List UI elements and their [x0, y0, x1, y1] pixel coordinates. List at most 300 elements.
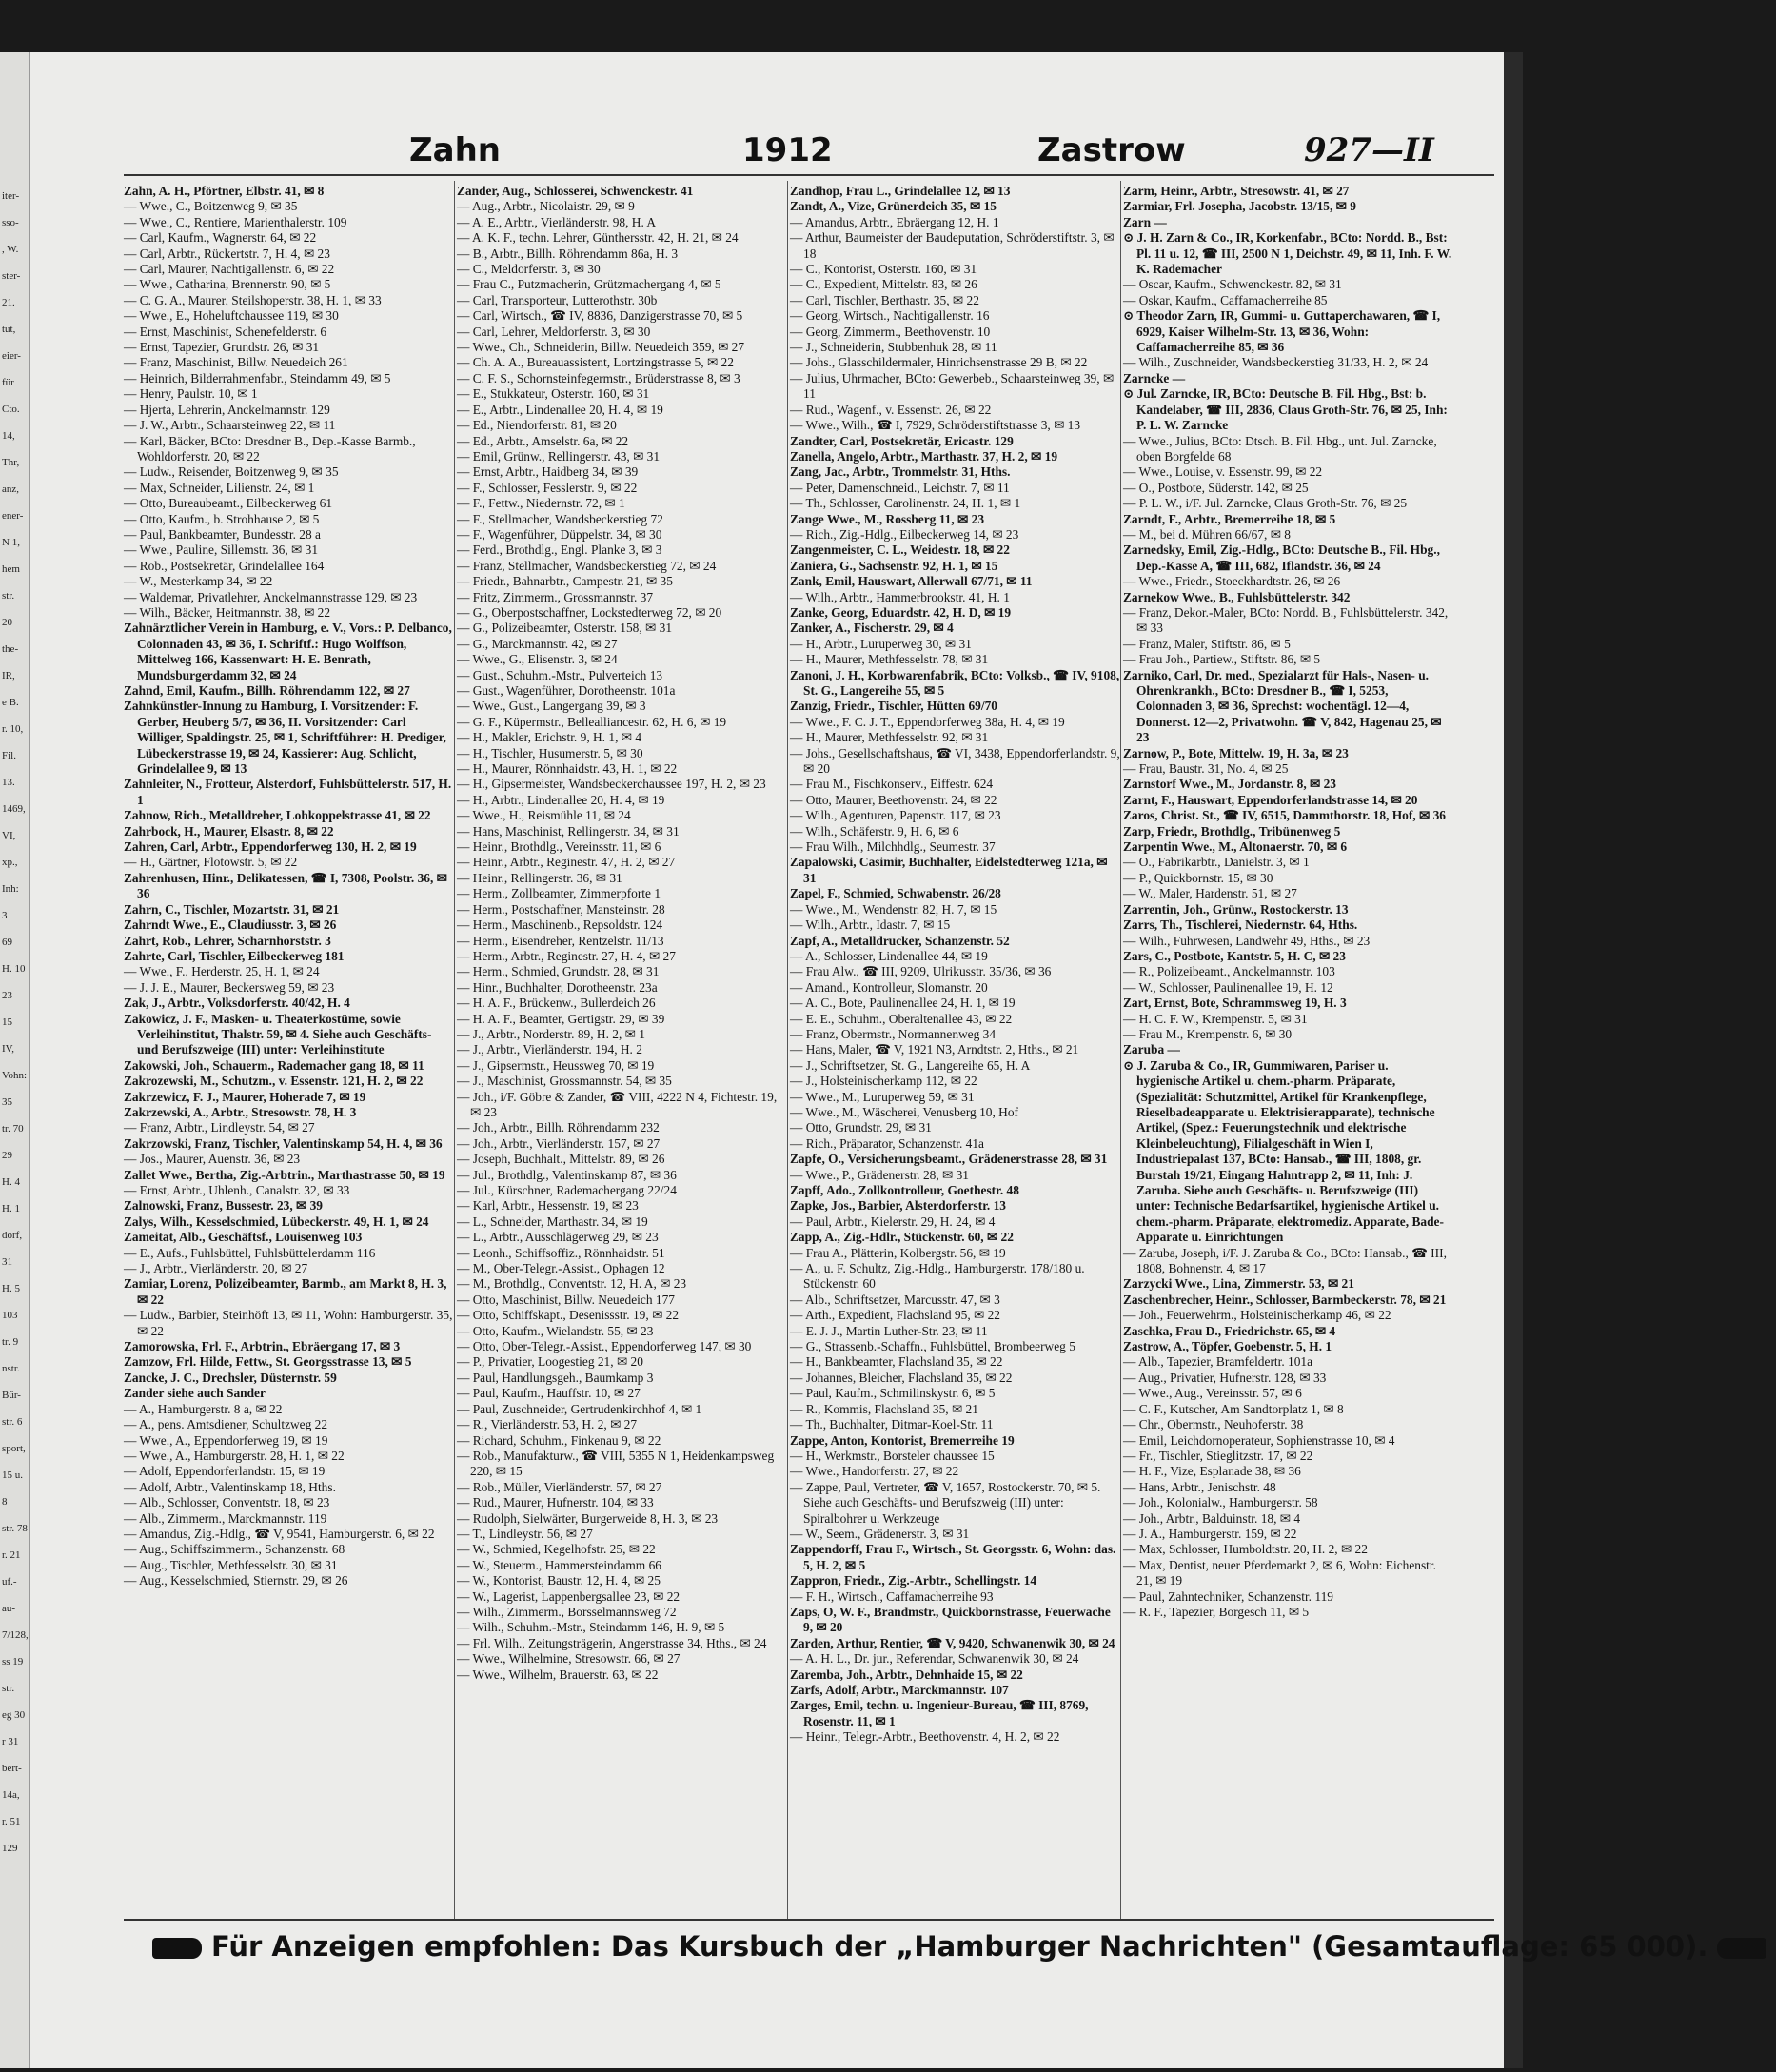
- directory-entry: — Otto, Maurer, Beethovenstr. 24, ✉ 22: [790, 792, 997, 807]
- directory-entry: Zandhop, Frau L., Grindelallee 12, ✉ 13: [790, 184, 1011, 198]
- directory-entry: — H., Gärtner, Flotowstr. 5, ✉ 22: [124, 855, 298, 870]
- directory-entry: Zahnow, Rich., Metalldreher, Lohkoppelstrasse 41, ✉ 22: [124, 808, 431, 823]
- margin-fragment: uf.-: [2, 1576, 17, 1588]
- margin-fragment: N 1,: [2, 537, 20, 548]
- header-first-name: Zahn: [409, 131, 502, 169]
- directory-entry: — Karl, Arbtr., Hessenstr. 19, ✉ 23: [457, 1198, 639, 1214]
- directory-entry: — Ernst, Maschinist, Schenefelderstr. 6: [124, 324, 327, 339]
- directory-entry: — Leonh., Schiffsoffiz., Rönnhaidstr. 51: [457, 1245, 665, 1260]
- directory-entry: — M., Ober-Telegr.-Assist., Ophagen 12: [457, 1261, 665, 1276]
- margin-fragment: H. 1: [2, 1203, 20, 1214]
- directory-entry: — Rob., Manufakturw., ☎ VIII, 5355 N 1, Heidenkampsweg 220, ✉ 15: [457, 1448, 775, 1479]
- directory-entry: — Rob., Müller, Vierländerstr. 57, ✉ 27: [457, 1479, 662, 1494]
- directory-entry: — W., Lagerist, Lappenbergsallee 23, ✉ 22: [457, 1589, 681, 1604]
- directory-entry: Zahrndt Wwe., E., Claudiusstr. 3, ✉ 26: [124, 918, 337, 933]
- directory-entry: Zangenmeister, C. L., Weidestr. 18, ✉ 22: [790, 543, 1010, 558]
- directory-entry: Zarm, Heinr., Arbtr., Stresowstr. 41, ✉ 27: [1123, 184, 1350, 198]
- directory-entry: — Wwe., F. C. J. T., Eppendorferweg 38a, H. 4, ✉ 19: [790, 714, 1065, 729]
- directory-entry: — Franz, Maschinist, Billw. Neuedeich 261: [124, 355, 348, 370]
- margin-fragment: Cto.: [2, 404, 20, 415]
- directory-entry: — Wwe., C., Boitzenweg 9, ✉ 35: [124, 199, 298, 214]
- directory-entry: — L., Schneider, Marthastr. 34, ✉ 19: [457, 1214, 648, 1229]
- directory-entry: Zahnleiter, N., Frotteur, Alsterdorf, Fuhlsbüttelerstr. 517, H. 1: [124, 777, 452, 807]
- directory-entry: — G. F., Küpermstr., Bellealliancestr. 62, H. 6, ✉ 19: [457, 714, 727, 729]
- directory-entry: — Otto, Bureaubeamt., Eilbeckerweg 61: [124, 496, 333, 511]
- directory-entry: — Wwe., M., Wendenstr. 82, H. 7, ✉ 15: [790, 901, 997, 917]
- directory-entry: — Carl, Tischler, Berthastr. 35, ✉ 22: [790, 292, 979, 307]
- directory-entry: — H. A. F., Beamter, Gertigstr. 29, ✉ 39: [457, 1011, 665, 1026]
- margin-fragment: tr. 70: [2, 1123, 24, 1135]
- directory-entry: — Carl, Wirtsch., ☎ IV, 8836, Danzigerstrasse 70, ✉ 5: [457, 308, 743, 324]
- directory-entry: Zahn, A. H., Pförtner, Elbstr. 41, ✉ 8: [124, 184, 325, 198]
- directory-entry: Zarpentin Wwe., M., Altonaerstr. 70, ✉ 6: [1123, 839, 1348, 855]
- directory-entry: — J., Holsteinischerkamp 112, ✉ 22: [790, 1074, 977, 1089]
- directory-entry: — Paul, Zahntechniker, Schanzenstr. 119: [1123, 1589, 1333, 1604]
- footer-rule: [124, 1919, 1494, 1921]
- directory-entry: — Zaruba, Joseph, i/F. J. Zaruba & Co., BCto: Hansab., ☎ III, 1808, Bohnenstr. 4, ✉ 17: [1123, 1245, 1447, 1276]
- directory-entry: — Paul, Handlungsgeh., Baumkamp 3: [457, 1370, 654, 1385]
- directory-entry: — Fritz, Zimmerm., Grossmannstr. 37: [457, 589, 654, 604]
- directory-entry: — Carl, Arbtr., Rückertstr. 7, H. 4, ✉ 23: [124, 246, 330, 261]
- margin-fragment: sport,: [2, 1443, 26, 1454]
- directory-entry: — Paul, Zuschneider, Gertrudenkirchhof 4, ✉ 1: [457, 1401, 702, 1416]
- directory-entry: — C., Kontorist, Osterstr. 160, ✉ 31: [790, 262, 977, 277]
- directory-entry: — Ferd., Brothdlg., Engl. Planke 3, ✉ 3: [457, 543, 662, 558]
- directory-entry: — Rich., Zig.-Hdlg., Eilbeckerweg 14, ✉ 23: [790, 526, 1019, 542]
- directory-entry: — A., Schlosser, Lindenallee 44, ✉ 19: [790, 948, 988, 963]
- directory-entry: — Wilh., Schuhm.-Mstr., Steindamm 146, H. 9, ✉ 5: [457, 1620, 725, 1635]
- directory-entry: — Wilh., Arbtr., Hammerbrookstr. 41, H. 1: [790, 589, 1010, 604]
- directory-entry: — Ludw., Reisender, Boitzenweg 9, ✉ 35: [124, 464, 339, 480]
- directory-entry: — Chr., Obermstr., Neuhoferstr. 38: [1123, 1417, 1304, 1432]
- directory-entry: — Frau C., Putzmacherin, Grützmachergang 4, ✉ 5: [457, 277, 721, 292]
- directory-entry: — F., Stellmacher, Wandsbeckerstieg 72: [457, 511, 663, 526]
- directory-entry: — Wwe., Wilh., ☎ I, 7929, Schröderstiftstrasse 3, ✉ 13: [790, 418, 1081, 433]
- directory-entry: — Henry, Paulstr. 10, ✉ 1: [124, 386, 258, 402]
- margin-fragment: str.: [2, 1683, 15, 1694]
- directory-entry: — Johs., Gesellschaftshaus, ☎ VI, 3438, Eppendorferlandstr. 9, ✉ 20: [790, 745, 1120, 777]
- directory-entry: Zarden, Arthur, Rentier, ☎ V, 9420, Schwanenwik 30, ✉ 24: [790, 1635, 1115, 1650]
- margin-fragment: bert-: [2, 1763, 22, 1774]
- directory-entry: — Max, Schlosser, Humboldtstr. 20, H. 2, ✉ 22: [1123, 1542, 1368, 1557]
- directory-entry: — Paul, Bankbeamter, Bundesstr. 28 a: [124, 526, 321, 542]
- directory-entry: Zallet Wwe., Bertha, Zig.-Arbtrin., Marthastrasse 50, ✉ 19: [124, 1167, 445, 1182]
- margin-fragment: H. 4: [2, 1176, 20, 1188]
- directory-entry: Zahrn, C., Tischler, Mozartstr. 31, ✉ 21: [124, 901, 340, 917]
- directory-entry: — Arth., Expedient, Flachsland 95, ✉ 22: [790, 1308, 1000, 1323]
- directory-entry: — H., Maurer, Methfesselstr. 78, ✉ 31: [790, 652, 989, 667]
- column-2: [457, 184, 788, 1914]
- directory-entry: — G., Oberpostschaffner, Lockstedterweg 72, ✉ 20: [457, 604, 722, 620]
- directory-entry: — J., Arbtr., Vierländerstr. 20, ✉ 27: [124, 1261, 308, 1276]
- directory-entry: — A. H. L., Dr. jur., Referendar, Schwanenwik 30, ✉ 24: [790, 1651, 1079, 1667]
- directory-entry: — Paul, Kaufm., Schmilinskystr. 6, ✉ 5: [790, 1386, 996, 1401]
- directory-entry: — H., Arbtr., Lindenallee 20, H. 4, ✉ 19: [457, 792, 665, 807]
- directory-entry: — H., Maurer, Rönnhaidstr. 43, H. 1, ✉ 22: [457, 761, 678, 777]
- directory-entry: — Johs., Glasschildermaler, Hinrichsenstrasse 29 B, ✉ 22: [790, 355, 1088, 370]
- directory-entry: — Aug., Privatier, Hufnerstr. 128, ✉ 33: [1123, 1370, 1327, 1385]
- directory-entry: Zarnow, P., Bote, Mittelw. 19, H. 3a, ✉ 23: [1123, 745, 1349, 760]
- directory-entry: Zappe, Anton, Kontorist, Bremerreihe 19: [790, 1432, 1015, 1448]
- margin-fragment: IV,: [2, 1043, 14, 1055]
- margin-fragment: Inh:: [2, 883, 19, 895]
- directory-entry: — Herm., Maschinenb., Repsoldstr. 124: [457, 918, 663, 933]
- directory-entry: — Wwe., C., Rentiere, Marienthalerstr. 109: [124, 214, 347, 229]
- directory-entry: — Alb., Zimmerm., Marckmannstr. 119: [124, 1510, 327, 1526]
- directory-entry: — Ed., Arbtr., Amselstr. 6a, ✉ 22: [457, 433, 629, 448]
- directory-entry: ⊙ J. H. Zarn & Co., IR, Korkenfabr., BCto: Nordd. B., Bst: Pl. 11 u. 12, ☎ III, 2500 N 1, Deichstr. 49, ✉ 11, Inh. F. W. K. Rademacher: [1123, 230, 1452, 277]
- directory-entry: — Heinr., Telegr.-Arbtr., Beethovenstr. 4, H. 2, ✉ 22: [790, 1729, 1060, 1745]
- directory-entry: — Jos., Maurer, Auenstr. 36, ✉ 23: [124, 1152, 301, 1167]
- margin-fragment: au-: [2, 1603, 16, 1614]
- directory-entry: Zapel, F., Schmied, Schwabenstr. 26/28: [790, 886, 1001, 901]
- directory-entry: — G., Strassenb.-Schaffn., Fuhlsbüttel, Brombeerweg 5: [790, 1339, 1075, 1354]
- directory-entry: Zappron, Friedr., Zig.-Arbtr., Schellingstr. 14: [790, 1573, 1037, 1589]
- directory-entry: — R., Polizeibeamt., Anckelmannstr. 103: [1123, 964, 1335, 979]
- directory-entry: Zaschka, Frau D., Friedrichstr. 65, ✉ 4: [1123, 1323, 1336, 1338]
- directory-entry: Zarnt, F., Hauswart, Eppendorferlandstrasse 14, ✉ 20: [1123, 792, 1418, 807]
- header-page-number: 927—II: [1304, 131, 1434, 169]
- margin-fragment: dorf,: [2, 1230, 23, 1241]
- directory-entry: Zarndt, F., Arbtr., Bremerreihe 18, ✉ 5: [1123, 511, 1336, 526]
- margin-fragment: 7/128,: [2, 1629, 29, 1641]
- directory-entry: Zakrzowski, Franz, Tischler, Valentinskamp 54, H. 4, ✉ 36: [124, 1135, 443, 1151]
- directory-entry: — Wwe., Aug., Vereinsstr. 57, ✉ 6: [1123, 1386, 1302, 1401]
- directory-entry: ⊙ Jul. Zarncke, IR, BCto: Deutsche B. Fil. Hbg., Bst: b. Kandelaber, ☎ III, 2836, Claus Groth-Str. 76, ✉ 25, Inh: P. L. W. Zarncke: [1123, 386, 1448, 433]
- directory-entry: Zarn —: [1123, 214, 1167, 229]
- directory-entry: — T., Lindleystr. 56, ✉ 27: [457, 1526, 593, 1541]
- directory-entry: — Jul., Kürschner, Rademachergang 22/24: [457, 1183, 677, 1197]
- directory-entry: — W., Mesterkamp 34, ✉ 22: [124, 574, 273, 589]
- directory-entry: — J., Arbtr., Vierländerstr. 194, H. 2: [457, 1042, 642, 1057]
- directory-entry: — E., Aufs., Fuhlsbüttel, Fuhlsbüttelerdamm 116: [124, 1245, 376, 1260]
- directory-entry: — Adolf, Arbtr., Valentinskamp 18, Hths.: [124, 1479, 336, 1494]
- directory-entry: — H., Werkmstr., Borsteler chaussee 15: [790, 1448, 995, 1463]
- directory-entry: — Wwe., Friedr., Stoeckhardtstr. 26, ✉ 26: [1123, 574, 1341, 589]
- directory-entry: — A., Hamburgerstr. 8 a, ✉ 22: [124, 1401, 283, 1416]
- margin-fragment: 14a,: [2, 1789, 20, 1801]
- directory-entry: Zander, Aug., Schlosserei, Schwenckestr. 41: [457, 184, 694, 198]
- directory-entry: — Aug., Schiffszimmerm., Schanzenstr. 68: [124, 1542, 345, 1557]
- directory-entry: — Wwe., Catharina, Brennerstr. 90, ✉ 5: [124, 277, 331, 292]
- directory-entry: — J., Schriftsetzer, St. G., Langereihe 65, H. A: [790, 1057, 1031, 1073]
- directory-entry: — Herm., Postschaffner, Mansteinstr. 28: [457, 901, 665, 917]
- directory-entry: Zameitat, Alb., Geschäftsf., Louisenweg 103: [124, 1230, 363, 1245]
- margin-fragment: ener-: [2, 510, 24, 522]
- directory-entry: — Zappe, Paul, Vertreter, ☎ V, 1657, Rostockerstr. 70, ✉ 5. Siehe auch Geschäfts- und Berufszweig (III) unter: Spiralbohrer u. Werkzeuge: [790, 1479, 1101, 1526]
- margin-fragment: Fil.: [2, 750, 16, 761]
- directory-entry: Zahrbock, H., Maurer, Elsastr. 8, ✉ 22: [124, 823, 334, 839]
- directory-entry: Zastrow, A., Töpfer, Goebenstr. 5, H. 1: [1123, 1339, 1332, 1354]
- column-1: [124, 184, 455, 1914]
- directory-entry: — Frau M., Krempenstr. 6, ✉ 30: [1123, 1026, 1293, 1041]
- directory-entry: — E. E., Schuhm., Oberaltenallee 43, ✉ 22: [790, 1011, 1013, 1026]
- directory-entry: — Fr., Tischler, Stieglitzstr. 17, ✉ 22: [1123, 1448, 1313, 1463]
- directory-entry: Zaros, Christ. St., ☎ IV, 6515, Dammthorstr. 18, Hof, ✉ 36: [1123, 808, 1446, 823]
- directory-entry: — Frau Alw., ☎ III, 9209, Ulrikusstr. 35/36, ✉ 36: [790, 964, 1052, 979]
- directory-entry: — Herm., Zollbeamter, Zimmerpforte 1: [457, 886, 661, 901]
- directory-entry: — J. A., Hamburgerstr. 159, ✉ 22: [1123, 1526, 1297, 1541]
- directory-entry: — Rudolph, Sielwärter, Burgerweide 8, H. 3, ✉ 23: [457, 1510, 719, 1526]
- directory-entry: — Ernst, Tapezier, Grundstr. 26, ✉ 31: [124, 340, 320, 355]
- directory-entry: — Otto, Schiffskapt., Desenissstr. 19, ✉ 22: [457, 1308, 680, 1323]
- directory-entry: Zander siehe auch Sander: [124, 1386, 266, 1401]
- directory-entry: — Georg, Zimmerm., Beethovenstr. 10: [790, 324, 991, 339]
- directory-entry: Zarges, Emil, techn. u. Ingenieur-Bureau, ☎ III, 8769, Rosenstr. 11, ✉ 1: [790, 1698, 1089, 1728]
- margin-fragment: hem: [2, 563, 20, 575]
- directory-entry: Zahrt, Rob., Lehrer, Scharnhorststr. 3: [124, 933, 331, 948]
- directory-entry: — Wwe., M., Wäscherei, Venusberg 10, Hof: [790, 1104, 1018, 1119]
- directory-entry: — W., Schmied, Kegelhofstr. 25, ✉ 22: [457, 1542, 656, 1557]
- margin-fragment: ster-: [2, 270, 21, 282]
- directory-entry: — Wilh., Agenturen, Papenstr. 117, ✉ 23: [790, 808, 1001, 823]
- directory-entry: — Th., Buchhalter, Ditmar-Koel-Str. 11: [790, 1417, 994, 1432]
- directory-entry: — Wilh., Schäferstr. 9, H. 6, ✉ 6: [790, 823, 959, 839]
- directory-entry: — W., Maler, Hardenstr. 51, ✉ 27: [1123, 886, 1297, 901]
- directory-entry: Zaschenbrecher, Heinr., Schlosser, Barmbeckerstr. 78, ✉ 21: [1123, 1292, 1447, 1307]
- directory-entry: — Herm., Eisendreher, Rentzelstr. 11/13: [457, 933, 664, 948]
- pointing-hand-icon: [1717, 1938, 1766, 1959]
- directory-entry: Zandt, A., Vize, Grünerdeich 35, ✉ 15: [790, 199, 997, 214]
- directory-entry: Zakrzewski, A., Arbtr., Stresowstr. 78, H. 3: [124, 1104, 357, 1119]
- header-last-name: Zastrow: [1037, 131, 1186, 169]
- directory-entry: — Otto, Kaufm., Wielandstr. 55, ✉ 23: [457, 1323, 654, 1338]
- margin-fragment: VI,: [2, 830, 16, 841]
- margin-fragment: 8: [2, 1496, 8, 1508]
- directory-entry: — Max, Schneider, Lilienstr. 24, ✉ 1: [124, 480, 315, 495]
- margin-fragment: r 31: [2, 1736, 19, 1747]
- directory-entry: — Ch. A. A., Bureauassistent, Lortzingstrasse 5, ✉ 22: [457, 355, 734, 370]
- directory-entry: — F., Fettw., Niedernstr. 72, ✉ 1: [457, 496, 625, 511]
- margin-fragment: H. 5: [2, 1283, 20, 1294]
- directory-entry: — Frau M., Fischkonserv., Eiffestr. 624: [790, 777, 994, 792]
- directory-entry: — L., Arbtr., Ausschlägerweg 29, ✉ 23: [457, 1230, 659, 1245]
- directory-entry: — J., Gipsermstr., Heussweg 70, ✉ 19: [457, 1057, 655, 1073]
- directory-entry: — H. A. F., Brückenw., Bullerdeich 26: [457, 996, 656, 1011]
- directory-entry: — Johannes, Bleicher, Flachsland 35, ✉ 22: [790, 1370, 1013, 1385]
- directory-entry: — Otto, Grundstr. 29, ✉ 31: [790, 1120, 932, 1135]
- directory-entry: — Th., Schlosser, Carolinenstr. 24, H. 1, ✉ 1: [790, 496, 1021, 511]
- directory-entry: — Wwe., Wilhelm, Brauerstr. 63, ✉ 22: [457, 1667, 659, 1682]
- directory-entry: — M., bei d. Mühren 66/67, ✉ 8: [1123, 526, 1291, 542]
- directory-entry: — Heinr., Rellingerstr. 36, ✉ 31: [457, 870, 622, 885]
- directory-entry: — R., Vierländerstr. 53, H. 2, ✉ 27: [457, 1417, 638, 1432]
- directory-entry: — Franz, Dekor.-Maler, BCto: Nordd. B., Fuhlsbüttelerstr. 342, ✉ 33: [1123, 604, 1449, 636]
- directory-entry: Zapff, Ado., Zollkontrolleur, Goethestr. 48: [790, 1183, 1019, 1197]
- directory-entry: — E., Arbtr., Lindenallee 20, H. 4, ✉ 19: [457, 402, 663, 417]
- margin-fragment: 29: [2, 1150, 12, 1161]
- directory-entry: — Gust., Schuhm.-Mstr., Pulverteich 13: [457, 667, 663, 682]
- directory-entry: Zahrte, Carl, Tischler, Eilbeckerweg 181: [124, 948, 345, 963]
- directory-entry: Zaps, O, W. F., Brandmstr., Quickbornstrasse, Feuerwache 9, ✉ 20: [790, 1604, 1111, 1635]
- directory-entry: Zaniera, G., Sachsenstr. 92, H. 1, ✉ 15: [790, 558, 998, 573]
- directory-entry: — W., Seem., Grädenerstr. 3, ✉ 31: [790, 1526, 970, 1541]
- directory-entry: — Emil, Grünw., Rellingerstr. 43, ✉ 31: [457, 448, 661, 464]
- directory-entry: — H., Bankbeamter, Flachsland 35, ✉ 22: [790, 1354, 1003, 1370]
- directory-entry: — R., Kommis, Flachsland 35, ✉ 21: [790, 1401, 978, 1416]
- directory-entry: Zahnärztlicher Verein in Hamburg, e. V., Vors.: P. Delbanco, Colonnaden 43, ✉ 36, I. Schriftf.: Hugo Wolffson, Mittelweg 166, Kassenwart: H. E. Benrath, Mundsburgerdamm 32, ✉ 24: [124, 621, 452, 682]
- directory-entry: — R. F., Tapezier, Borgesch 11, ✉ 5: [1123, 1604, 1310, 1619]
- margin-fragment: r. 10,: [2, 723, 24, 735]
- directory-entry: — Wwe., A., Hamburgerstr. 28, H. 1, ✉ 22: [124, 1448, 345, 1463]
- margin-fragment: 13.: [2, 777, 15, 788]
- directory-entry: — C. G. A., Maurer, Steilshoperstr. 38, H. 1, ✉ 33: [124, 292, 382, 307]
- directory-entry: Zanker, A., Fischerstr. 29, ✉ 4: [790, 621, 954, 636]
- directory-entry: Zapke, Jos., Barbier, Alsterdorferstr. 13: [790, 1198, 1007, 1214]
- directory-entry: — Adolf, Eppendorferlandstr. 15, ✉ 19: [124, 1464, 326, 1479]
- directory-entry: — W., Kontorist, Baustr. 12, H. 4, ✉ 25: [457, 1573, 661, 1589]
- directory-entry: Zamzow, Frl. Hilde, Fettw., St. Georgsstrasse 13, ✉ 5: [124, 1354, 412, 1370]
- directory-entry: — Alb., Schlosser, Conventstr. 18, ✉ 23: [124, 1495, 330, 1510]
- directory-entry: — Wwe., Gust., Langergang 39, ✉ 3: [457, 699, 646, 714]
- directory-entry: — Wwe., Ch., Schneiderin, Billw. Neuedeich 359, ✉ 27: [457, 340, 745, 355]
- directory-entry: — Julius, Uhrmacher, BCto: Gewerbeb., Schaarsteinweg 39, ✉ 11: [790, 370, 1115, 402]
- directory-entry: — C. F. S., Schornsteinfegermstr., Brüderstrasse 8, ✉ 3: [457, 370, 740, 385]
- directory-entry: — Wilh., Fuhrwesen, Landwehr 49, Hths., ✉ 23: [1123, 933, 1371, 948]
- directory-entry: — A., pens. Amtsdiener, Schultzweg 22: [124, 1417, 328, 1432]
- directory-entry: — Otto, Ober-Telegr.-Assist., Eppendorferweg 147, ✉ 30: [457, 1339, 752, 1354]
- directory-entry: — Richard, Schuhm., Finkenau 9, ✉ 22: [457, 1432, 661, 1448]
- column-divider: [787, 181, 788, 1919]
- directory-entry: Zalys, Wilh., Kesselschmied, Lübeckerstr. 49, H. 1, ✉ 24: [124, 1214, 429, 1229]
- directory-entry: — H. C. F. W., Krempenstr. 5, ✉ 31: [1123, 1011, 1308, 1026]
- directory-entry: Zart, Ernst, Bote, Schrammsweg 19, H. 3: [1123, 996, 1347, 1011]
- directory-entry: — B., Arbtr., Billh. Röhrendamm 86a, H. 3: [457, 246, 679, 261]
- directory-entry: — Wilh., Zimmerm., Borsselmannsweg 72: [457, 1604, 677, 1619]
- directory-entry: — Wwe., M., Luruperweg 59, ✉ 31: [790, 1089, 975, 1104]
- directory-entry: Zarfs, Adolf, Arbtr., Marckmannstr. 107: [790, 1683, 1009, 1697]
- directory-entry: — Aug., Tischler, Methfesselstr. 30, ✉ 31: [124, 1557, 338, 1572]
- directory-entry: — J. J. E., Maurer, Beckersweg 59, ✉ 23: [124, 979, 335, 995]
- directory-entry: — A. K. F., techn. Lehrer, Günthersstr. 42, H. 21, ✉ 24: [457, 230, 739, 246]
- directory-entry: — Heinr., Brothdlg., Vereinsstr. 11, ✉ 6: [457, 839, 661, 855]
- directory-entry: — Arthur, Baumeister der Baudeputation, Schröderstiftstr. 3, ✉ 18: [790, 230, 1115, 261]
- directory-entry: — G., Marckmannstr. 42, ✉ 27: [457, 636, 618, 651]
- directory-entry: — Carl, Transporteur, Lutterothstr. 30b: [457, 292, 658, 307]
- margin-fragment: eier-: [2, 350, 21, 362]
- directory-entry: — E., Stukkateur, Osterstr. 160, ✉ 31: [457, 386, 650, 402]
- directory-entry: — Carl, Kaufm., Wagnerstr. 64, ✉ 22: [124, 230, 317, 246]
- directory-entry: — Wwe., F., Herderstr. 25, H. 1, ✉ 24: [124, 964, 320, 979]
- directory-entry: Zanke, Georg, Eduardstr. 42, H. D, ✉ 19: [790, 604, 1012, 620]
- scan-edge: [1504, 52, 1523, 2068]
- directory-entry: Zars, C., Postbote, Kantstr. 5, H. C, ✉ 23: [1123, 948, 1346, 963]
- directory-entry: Zarp, Friedr., Brothdlg., Tribünenweg 5: [1123, 823, 1341, 839]
- directory-entry: Zak, J., Arbtr., Volksdorferstr. 40/42, H. 4: [124, 996, 350, 1011]
- footer-text: Für Anzeigen empfohlen: Das Kursbuch der „Hamburger Nachrichten" (Gesamtauflage: 65 000).: [211, 1930, 1708, 1963]
- directory-entry: — Herm., Schmied, Grundstr. 28, ✉ 31: [457, 964, 660, 979]
- directory-entry: — Oskar, Kaufm., Caffamacherreihe 85: [1123, 292, 1328, 307]
- directory-entry: — Joh., Arbtr., Vierländerstr. 157, ✉ 27: [457, 1135, 661, 1151]
- margin-fragment: 129: [2, 1843, 18, 1854]
- directory-entry: Zarnekow Wwe., B., Fuhlsbüttelerstr. 342: [1123, 589, 1351, 604]
- directory-entry: — Frau A., Plätterin, Kolbergstr. 56, ✉ 19: [790, 1245, 1006, 1260]
- margin-fragment: str. 78: [2, 1523, 28, 1534]
- margin-fragment: 14,: [2, 430, 15, 442]
- directory-entry: — Franz, Stellmacher, Wandsbeckerstieg 72, ✉ 24: [457, 558, 717, 573]
- column-4: [1123, 184, 1454, 1914]
- directory-entry: — Paul, Arbtr., Kielerstr. 29, H. 24, ✉ 4: [790, 1214, 996, 1229]
- directory-entry: — Frl. Wilh., Zeitungsträgerin, Angerstrasse 34, Hths., ✉ 24: [457, 1635, 767, 1650]
- directory-entry: — Ed., Niendorferstr. 81, ✉ 20: [457, 418, 617, 433]
- directory-entry: Zang, Jac., Arbtr., Trommelstr. 31, Hths.: [790, 464, 1011, 480]
- directory-entry: — G., Polizeibeamter, Osterstr. 158, ✉ 31: [457, 621, 673, 636]
- directory-entry: — O., Fabrikarbtr., Danielstr. 3, ✉ 1: [1123, 855, 1310, 870]
- directory-entry: — W., Schlosser, Paulinenallee 19, H. 12: [1123, 979, 1333, 995]
- directory-entry: — Alb., Schriftsetzer, Marcusstr. 47, ✉ 3: [790, 1292, 1000, 1307]
- directory-entry: — Joh., Arbtr., Balduinstr. 18, ✉ 4: [1123, 1510, 1301, 1526]
- pointing-hand-icon: [152, 1938, 202, 1959]
- directory-entry: — Carl, Lehrer, Meldorferstr. 3, ✉ 30: [457, 324, 651, 339]
- directory-entry: — Wwe., E., Hoheluftchaussee 119, ✉ 30: [124, 308, 339, 324]
- directory-entry: — E. J. J., Martin Luther-Str. 23, ✉ 11: [790, 1323, 988, 1338]
- directory-entry: Zakrzewicz, F. J., Maurer, Hoherade 7, ✉ 19: [124, 1089, 366, 1104]
- directory-entry: — Wilh., Zuschneider, Wandsbeckerstieg 31/33, H. 2, ✉ 24: [1123, 355, 1429, 370]
- directory-entry: — A., u. F. Schultz, Zig.-Hdlg., Hamburgerstr. 178/180 u. Stückenstr. 60: [790, 1261, 1085, 1292]
- directory-entry: Zamorowska, Frl. F., Arbtrin., Ebräergang 17, ✉ 3: [124, 1339, 401, 1354]
- directory-entry: — Otto, Maschinist, Billw. Neuedeich 177: [457, 1292, 675, 1307]
- margin-fragment: str.: [2, 590, 15, 602]
- directory-entry: Zapf, A., Metalldrucker, Schanzenstr. 52: [790, 933, 1010, 948]
- directory-entry: — Paul, Kaufm., Hauffstr. 10, ✉ 27: [457, 1386, 641, 1401]
- directory-entry: — Hans, Maschinist, Rellingerstr. 34, ✉ 31: [457, 823, 680, 839]
- margin-fragment: 31: [2, 1256, 12, 1268]
- directory-entry: — Wilh., Bäcker, Heitmannstr. 38, ✉ 22: [124, 604, 331, 620]
- directory-entry: — Rob., Postsekretär, Grindelallee 164: [124, 558, 325, 573]
- directory-entry: — Rich., Präparator, Schanzenstr. 41a: [790, 1135, 984, 1151]
- directory-entry: — H. F., Vize, Esplanade 38, ✉ 36: [1123, 1464, 1301, 1479]
- directory-entry: Zahrenhusen, Hinr., Delikatessen, ☎ I, 7308, Poolstr. 36, ✉ 36: [124, 870, 447, 901]
- directory-entry: — Herm., Arbtr., Reginestr. 27, H. 4, ✉ 27: [457, 948, 676, 963]
- directory-entry: — Rud., Maurer, Hufnerstr. 104, ✉ 33: [457, 1495, 654, 1510]
- directory-entry: — Wwe., H., Reismühle 11, ✉ 24: [457, 808, 631, 823]
- directory-entry: Zanella, Angelo, Arbtr., Marthastr. 37, H. 2, ✉ 19: [790, 448, 1058, 464]
- margin-fragment: the-: [2, 643, 19, 655]
- directory-entry: — Wwe., Wilhelmine, Stresowstr. 66, ✉ 27: [457, 1651, 681, 1667]
- directory-entry: Zarrentin, Joh., Grünw., Rostockerstr. 13: [1123, 901, 1349, 917]
- directory-entry: — Emil, Leichdornoperateur, Sophienstrasse 10, ✉ 4: [1123, 1432, 1395, 1448]
- margin-fragment: 103: [2, 1310, 18, 1321]
- header-year: 1912: [742, 131, 833, 169]
- directory-entry: — Carl, Maurer, Nachtigallenstr. 6, ✉ 22: [124, 262, 335, 277]
- directory-entry: Zarzycki Wwe., Lina, Zimmerstr. 53, ✉ 21: [1123, 1276, 1354, 1292]
- directory-entry: — O., Postbote, Süderstr. 142, ✉ 25: [1123, 480, 1309, 495]
- directory-entry: — Otto, Kaufm., b. Strohhause 2, ✉ 5: [124, 511, 320, 526]
- margin-fragment: für: [2, 377, 14, 388]
- directory-entry: — Rud., Wagenf., v. Essenstr. 26, ✉ 22: [790, 402, 992, 417]
- directory-entry: Zakrozewski, M., Schutzm., v. Essenstr. 121, H. 2, ✉ 22: [124, 1074, 424, 1089]
- directory-entry: — M., Brothdlg., Conventstr. 12, H. A, ✉ 23: [457, 1276, 687, 1292]
- page-header: [124, 131, 1494, 171]
- directory-entry: — Wwe., Julius, BCto: Dtsch. B. Fil. Hbg., unt. Jul. Zarncke, oben Borgfelde 68: [1123, 433, 1437, 464]
- directory-entry: — Oscar, Kaufm., Schwenckestr. 82, ✉ 31: [1123, 277, 1342, 292]
- margin-fragment: str. 6: [2, 1416, 23, 1428]
- directory-entry: — Joh., Feuerwehrm., Holsteinischerkamp 46, ✉ 22: [1123, 1308, 1391, 1323]
- margin-fragment: 35: [2, 1096, 12, 1108]
- directory-entry: — Wwe., P., Grädenerstr. 28, ✉ 31: [790, 1167, 969, 1182]
- directory-entry: Zarniko, Carl, Dr. med., Spezialarzt für Hals-, Nasen- u. Ohrenkrankh., BCto: Dresdner B., ☎ I, 5253, Colonnaden 3, ✉ 36, Sprechst: wochentägl. 12—4, Donnerst. 12—2, Privatwohn. ☎ V, 842, Hagenau 25, ✉ 23: [1123, 667, 1442, 745]
- directory-entry: ⊙ Theodor Zarn, IR, Gummi- u. Guttaperchawaren, ☎ I, 6929, Kaiser Wilhelm-Str. 13, ✉ 36, Wohn: Caffamacherreihe 85, ✉ 36: [1123, 308, 1441, 355]
- directory-entry: — Peter, Damenschneid., Leichstr. 7, ✉ 11: [790, 480, 1010, 495]
- directory-entry: Zamiar, Lorenz, Polizeibeamter, Barmb., am Markt 8, H. 3, ✉ 22: [124, 1276, 447, 1307]
- margin-fragment: ss 19: [2, 1656, 24, 1667]
- directory-entry: — C. F., Kutscher, Am Sandtorplatz 1, ✉ 8: [1123, 1401, 1344, 1416]
- directory-entry: — J., Maschinist, Grossmannstr. 54, ✉ 35: [457, 1074, 672, 1089]
- margin-fragment: r. 21: [2, 1549, 21, 1561]
- margin-fragment: , W.: [2, 244, 19, 255]
- directory-entry: — Franz, Arbtr., Lindleystr. 54, ✉ 27: [124, 1120, 315, 1135]
- directory-entry: — Aug., Arbtr., Nicolaistr. 29, ✉ 9: [457, 199, 635, 214]
